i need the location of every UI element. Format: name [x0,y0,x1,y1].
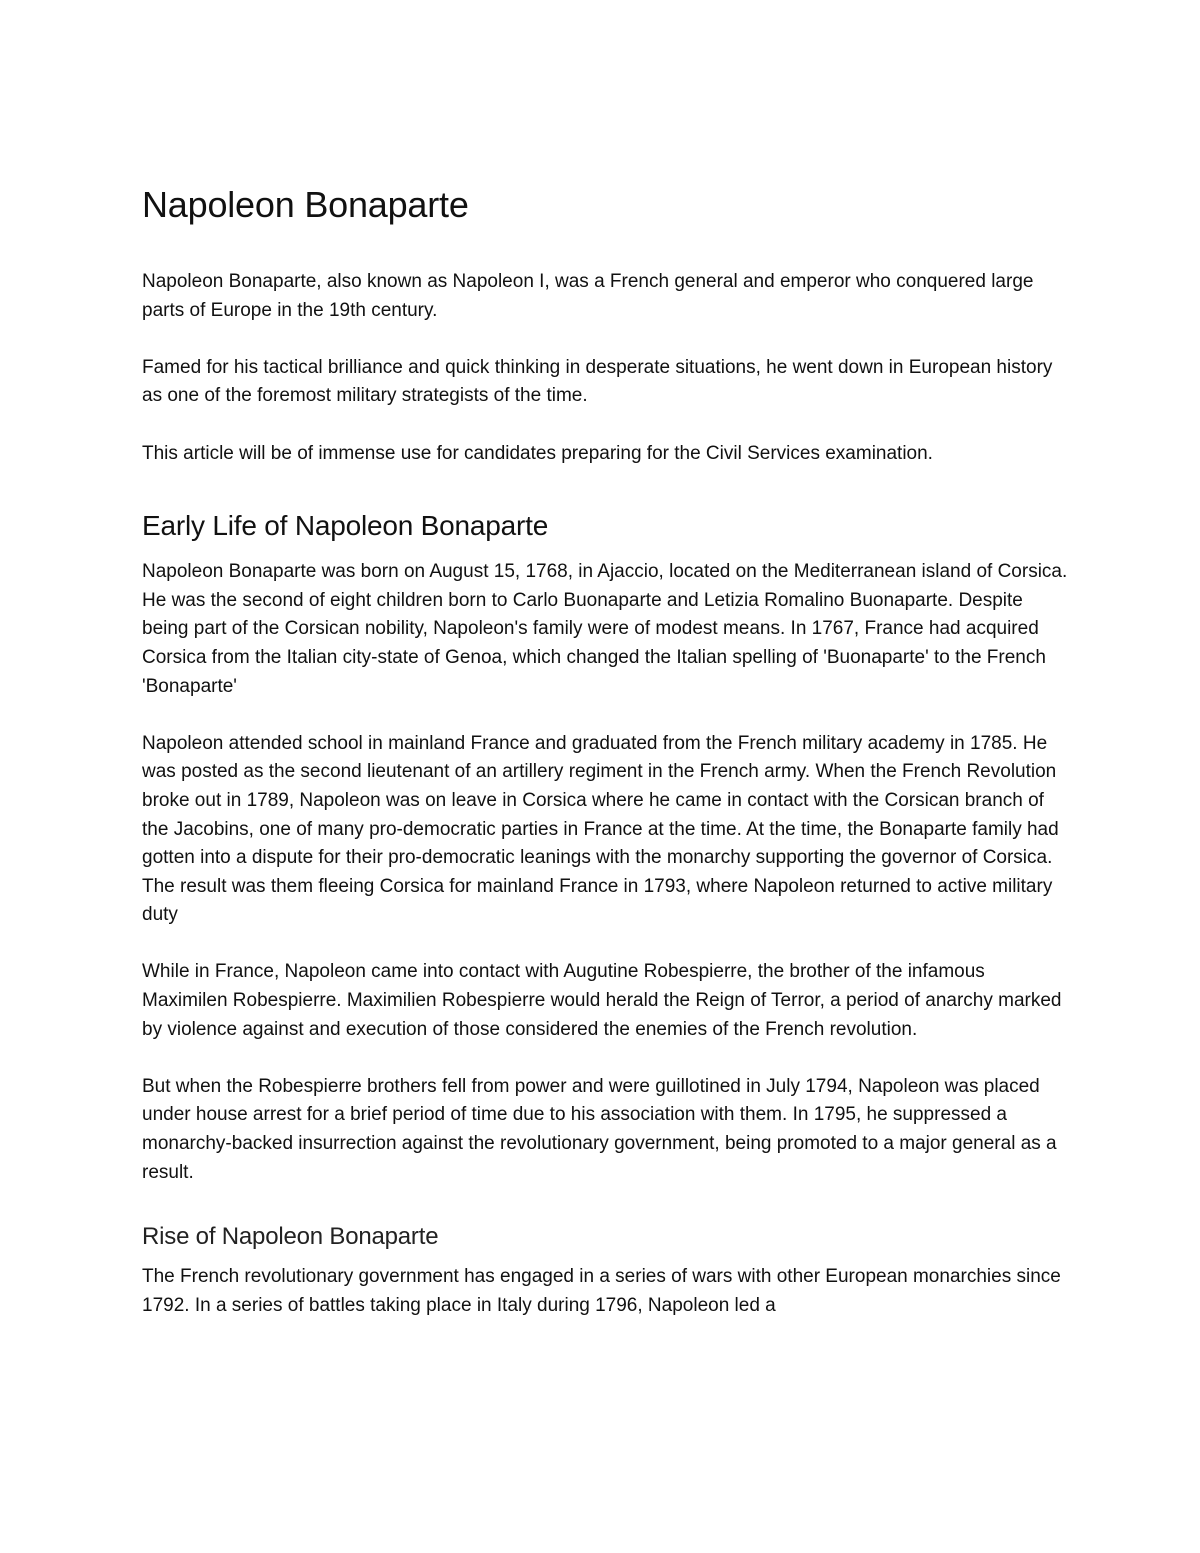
intro-paragraph: Napoleon Bonaparte, also known as Napoleon I, was a French general and emperor who conquered large parts of Europe in the 19th century. [142,271,1034,321]
body-paragraph: While in France, Napoleon came into contact with Augutine Robespierre, the brother of the infamous Maximilen Robespierre. Maximilien Robespierre would herald the Reign of Terror, a period of anarchy marked by violence against and execution of those considered the enemies of the French revolution. [142,961,1062,1040]
intro-paragraph: This article will be of immense use for candidates preparing for the Civil Services examination. [142,442,933,464]
section-early-life [142,504,1072,1187]
intro-section [142,268,1072,468]
section-rise [142,1219,1072,1320]
section-heading: Rise of Napoleon Bonaparte [142,1223,439,1251]
document-title: Napoleon Bonaparte [142,184,469,225]
body-paragraph: But when the Robespierre brothers fell from power and were guillotined in July 1794, Napoleon was placed under house arrest for a brief period of time due to his association with them. In 1795, he suppressed a monarchy-backed insurrection against the revolutionary government, being promoted to a major general as a result. [142,1075,1057,1183]
body-paragraph: Napoleon Bonaparte was born on August 15, 1768, in Ajaccio, located on the Mediterranean island of Corsica. He was the second of eight children born to Carlo Buonaparte and Letizia Romalino Buonaparte. Despite being part of the Corsican nobility, Napoleon's family were of modest means. In 1767, France had acquired Corsica from the Italian city-state of Genoa, which changed the Italian spelling of 'Buonaparte' to the French 'Bonaparte' [142,561,1068,697]
body-paragraph: Napoleon attended school in mainland France and graduated from the French military academy in 1785. He was posted as the second lieutenant of an artillery regiment in the French army. When the French Revolution broke out in 1789, Napoleon was on leave in Corsica where he came in contact with the Corsican branch of the Jacobins, one of many pro-democratic parties in France at the time. At the time, the Bonaparte family had gotten into a dispute for their pro-democratic leanings with the monarchy supporting the governor of Corsica. The result was them fleeing Corsica for mainland France in 1793, where Napoleon returned to active military duty [142,732,1059,926]
intro-paragraph: Famed for his tactical brilliance and quick thinking in desperate situations, he went down in European history as one of the foremost military strategists of the time. [142,356,1053,407]
section-heading: Early Life of Napoleon Bonaparte [142,510,549,542]
body-paragraph: The French revolutionary government has engaged in a series of wars with other European monarchies since 1792. In a series of battles taking place in Italy during 1796, Napoleon led a [142,1266,1061,1316]
document-page [142,178,1072,1320]
